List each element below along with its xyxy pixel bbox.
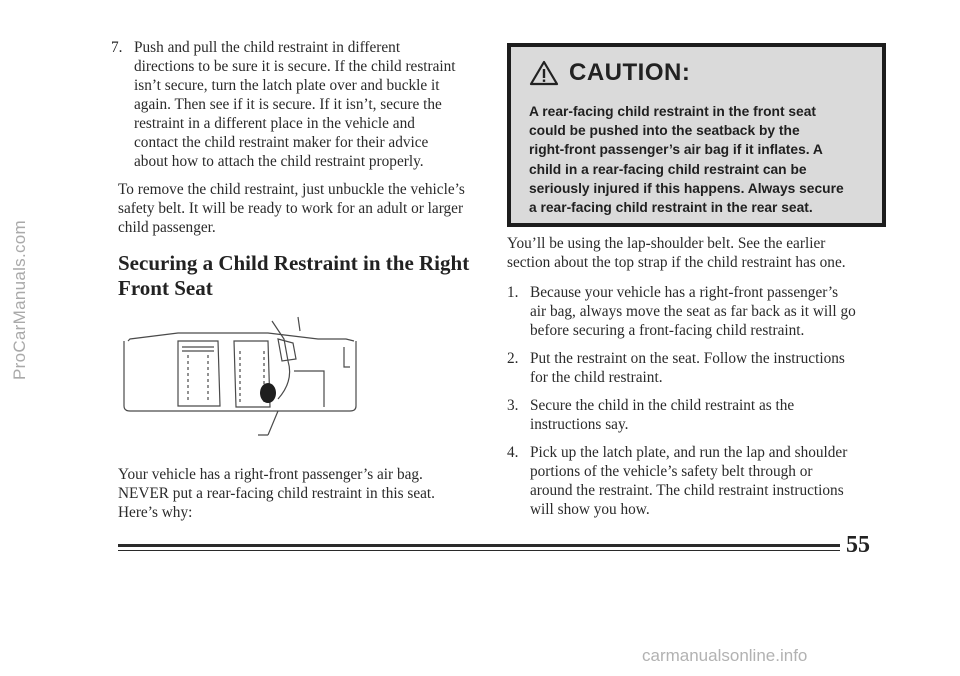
intro-paragraph (507, 234, 887, 272)
paragraph-line: NEVER put a rear-facing child restraint in this seat. (118, 485, 435, 502)
step-4-number: 4. (507, 444, 519, 461)
step-line: Put the restraint on the seat. Follow the instructions (530, 350, 845, 367)
step-line: Because your vehicle has a right-front passenger’s (530, 284, 839, 301)
caution-body (529, 102, 864, 217)
step-7-line: restraint in a different place in the vehicle and (134, 115, 415, 132)
heading-line: Securing a Child Restraint in the Right (118, 251, 470, 275)
step-7-line: again. Then see if it is secure. If it isn’t, secure the (134, 96, 442, 113)
paragraph-line: safety belt. It will be ready to work for an adult or larger (118, 200, 464, 217)
caution-line: right-front passenger’s air bag if it inflates. A (529, 142, 823, 158)
step-7-line: directions to be sure it is secure. If the child restraint (134, 58, 456, 75)
step-4 (507, 443, 887, 519)
step-7-text (134, 38, 490, 171)
caution-line: seriously injured if this happens. Always secure (529, 180, 844, 196)
step-line: will show you how. (530, 501, 650, 518)
caution-title-text: CAUTION: (569, 59, 691, 86)
page-number: 55 (846, 532, 870, 558)
caution-line: a rear-facing child restraint in the rear seat. (529, 200, 813, 216)
step-7-line: about how to attach the child restraint properly. (134, 153, 424, 170)
paragraph-line: Here’s why: (118, 504, 193, 521)
step-7-line: isn’t secure, turn the latch plate over and buckle it (134, 77, 440, 94)
step-line: portions of the vehicle’s safety belt through or (530, 463, 813, 480)
paragraph-line: Your vehicle has a right-front passenger’s air bag. (118, 466, 423, 483)
side-watermark-text: ProCarManuals.com (10, 219, 29, 381)
right-column (507, 234, 887, 519)
step-7-line: Push and pull the child restraint in different (134, 39, 401, 56)
caution-line: child in a rear-facing child restraint can be (529, 161, 807, 177)
step-3 (507, 396, 887, 434)
step-line: before securing a front-facing child restraint. (530, 322, 805, 339)
step-line: Pick up the latch plate, and run the lap and shoulder (530, 444, 848, 461)
step-1-number: 1. (507, 284, 519, 301)
paragraph-line: You’ll be using the lap-shoulder belt. See the earlier (507, 235, 826, 252)
step-7-line: contact the child restraint maker for their advice (134, 134, 429, 151)
footer-rule-thin (118, 550, 840, 551)
airbag-warning-paragraph (118, 465, 490, 522)
paragraph-line: To remove the child restraint, just unbuckle the vehicle’s (118, 181, 465, 198)
bottom-watermark: carmanualsonline.info (642, 646, 808, 665)
step-7-number: 7. (111, 39, 123, 56)
step-line: for the child restraint. (530, 369, 663, 386)
step-line: air bag, always move the seat as far back as it will go (530, 303, 856, 320)
paragraph-line: child passenger. (118, 219, 216, 236)
caution-line: could be pushed into the seatback by the (529, 123, 800, 139)
heading-line: Front Seat (118, 276, 213, 300)
step-3-number: 3. (507, 397, 519, 414)
step-7 (111, 38, 490, 171)
warning-triangle-icon (529, 60, 559, 86)
step-1 (507, 283, 887, 340)
step-line: instructions say. (530, 416, 629, 433)
step-line: Secure the child in the child restraint as the (530, 397, 795, 414)
caution-box (507, 43, 886, 227)
left-column (111, 38, 490, 522)
caution-line: A rear-facing child restraint in the front seat (529, 104, 816, 119)
remove-restraint-paragraph (118, 180, 490, 237)
footer-rule-thick (118, 544, 840, 547)
paragraph-line: section about the top strap if the child restraint has one. (507, 254, 846, 271)
step-line: around the restraint. The child restraint instructions (530, 482, 844, 499)
section-heading (118, 251, 490, 301)
step-2-number: 2. (507, 350, 519, 367)
vehicle-front-seat-illustration (118, 311, 358, 451)
step-2 (507, 349, 887, 387)
caution-title (529, 59, 690, 87)
side-watermark (2, 140, 38, 460)
